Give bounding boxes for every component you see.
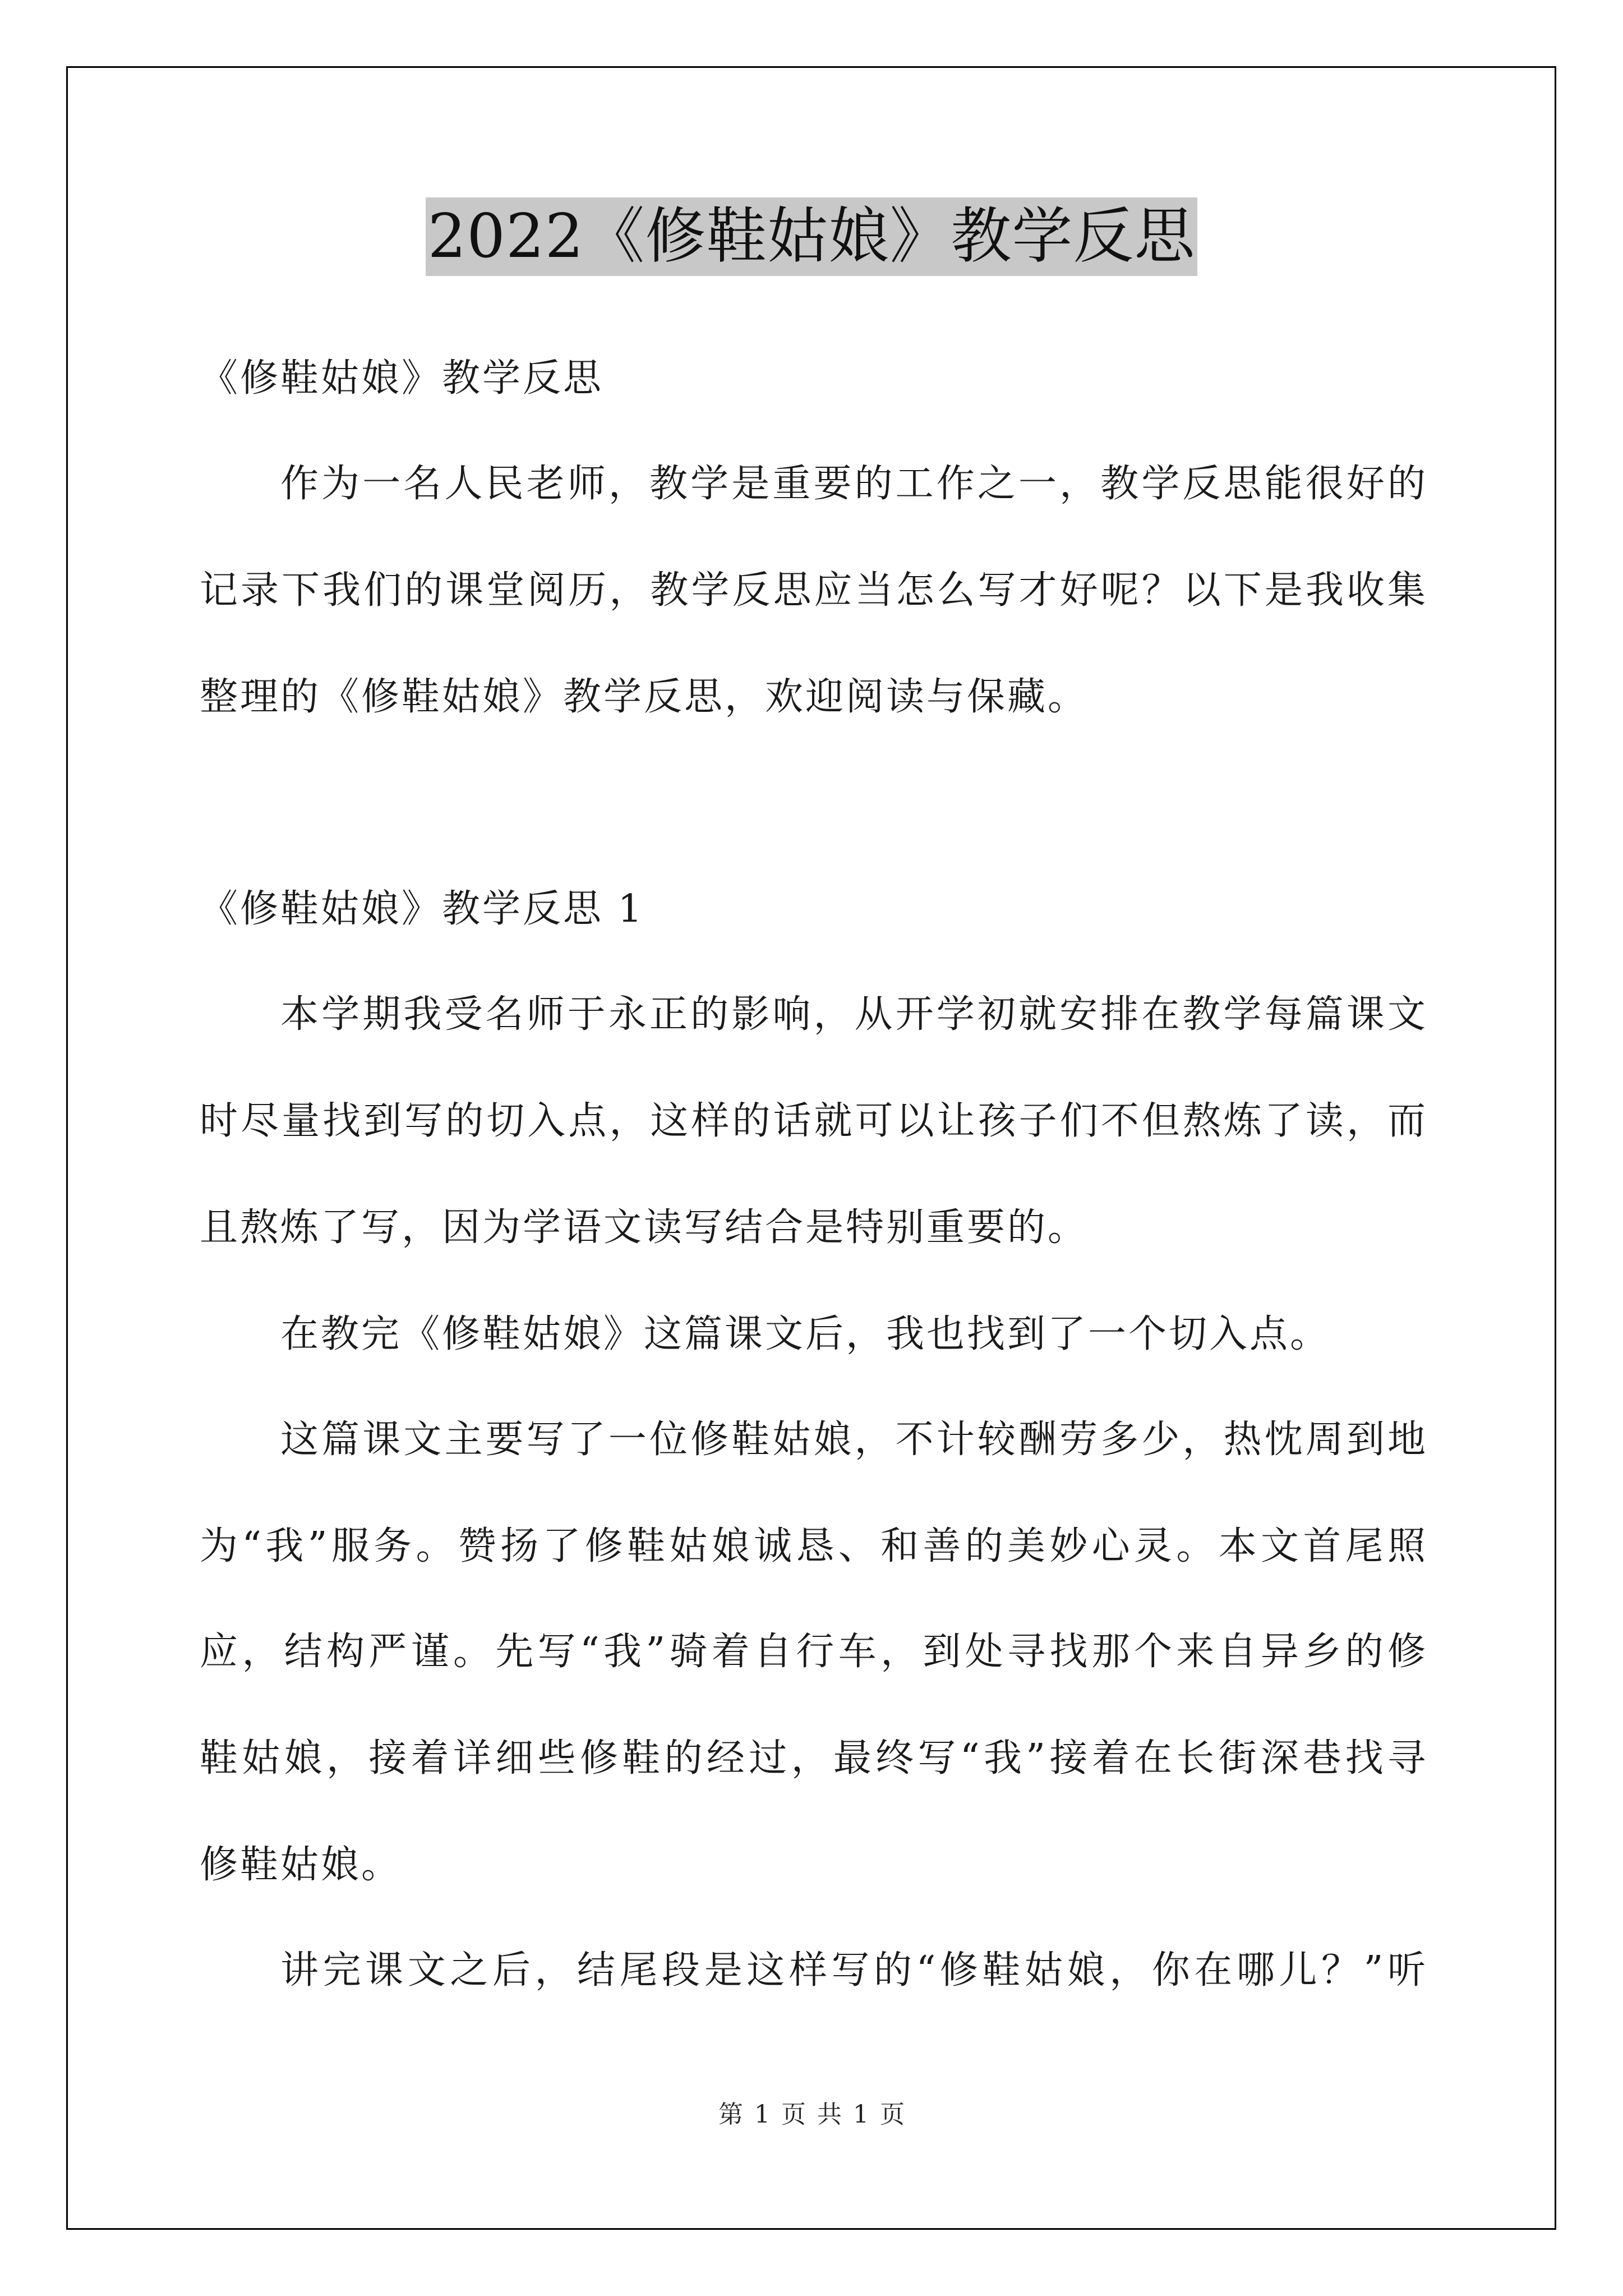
para1-line-3: 且熬炼了写，因为学语文读写结合是特别重要的。 xyxy=(200,1205,1089,1250)
para3-line-5: 修鞋姑娘。 xyxy=(200,1843,402,1887)
page-footer: 第 1 页 共 1 页 xyxy=(718,2100,905,2129)
para3-line-4: 鞋姑娘，接着详细些修鞋的经过，最终写“我”接着在长街深巷找寻 xyxy=(200,1736,1428,1780)
intro-line-1: 作为一名人民老师，教学是重要的工作之一，教学反思能很好的 xyxy=(280,462,1428,506)
para4-line-1: 讲完课文之后，结尾段是这样写的“修鞋姑娘，你在哪儿？”听 xyxy=(280,1948,1428,1993)
document-title: 2022《修鞋姑娘》教学反思 xyxy=(426,197,1198,276)
intro-line-3: 整理的《修鞋姑娘》教学反思，欢迎阅读与保藏。 xyxy=(200,675,1089,719)
para1-line-1: 本学期我受名师于永正的影响，从开学初就安排在教学每篇课文 xyxy=(280,992,1428,1037)
para3-line-3: 应，结构严谨。先写“我”骑着自行车，到处寻找那个来自异乡的修 xyxy=(200,1630,1428,1674)
para1-line-2: 时尽量找到写的切入点，这样的话就可以让孩子们不但熬炼了读，而 xyxy=(200,1099,1428,1143)
intro-line-2: 记录下我们的课堂阅历，教学反思应当怎么写才好呢？以下是我收集 xyxy=(200,568,1428,613)
title-container xyxy=(0,197,1623,276)
para3-line-2: 为“我”服务。赞扬了修鞋姑娘诚恳、和善的美妙心灵。本文首尾照 xyxy=(200,1524,1428,1568)
section-heading: 《修鞋姑娘》教学反思 1 xyxy=(200,887,644,931)
para3-line-1: 这篇课文主要写了一位修鞋姑娘，不计较酬劳多少，热忱周到地 xyxy=(280,1418,1428,1462)
para2-line-1: 在教完《修鞋姑娘》这篇课文后，我也找到了一个切入点。 xyxy=(280,1312,1331,1356)
subtitle: 《修鞋姑娘》教学反思 xyxy=(200,356,604,401)
